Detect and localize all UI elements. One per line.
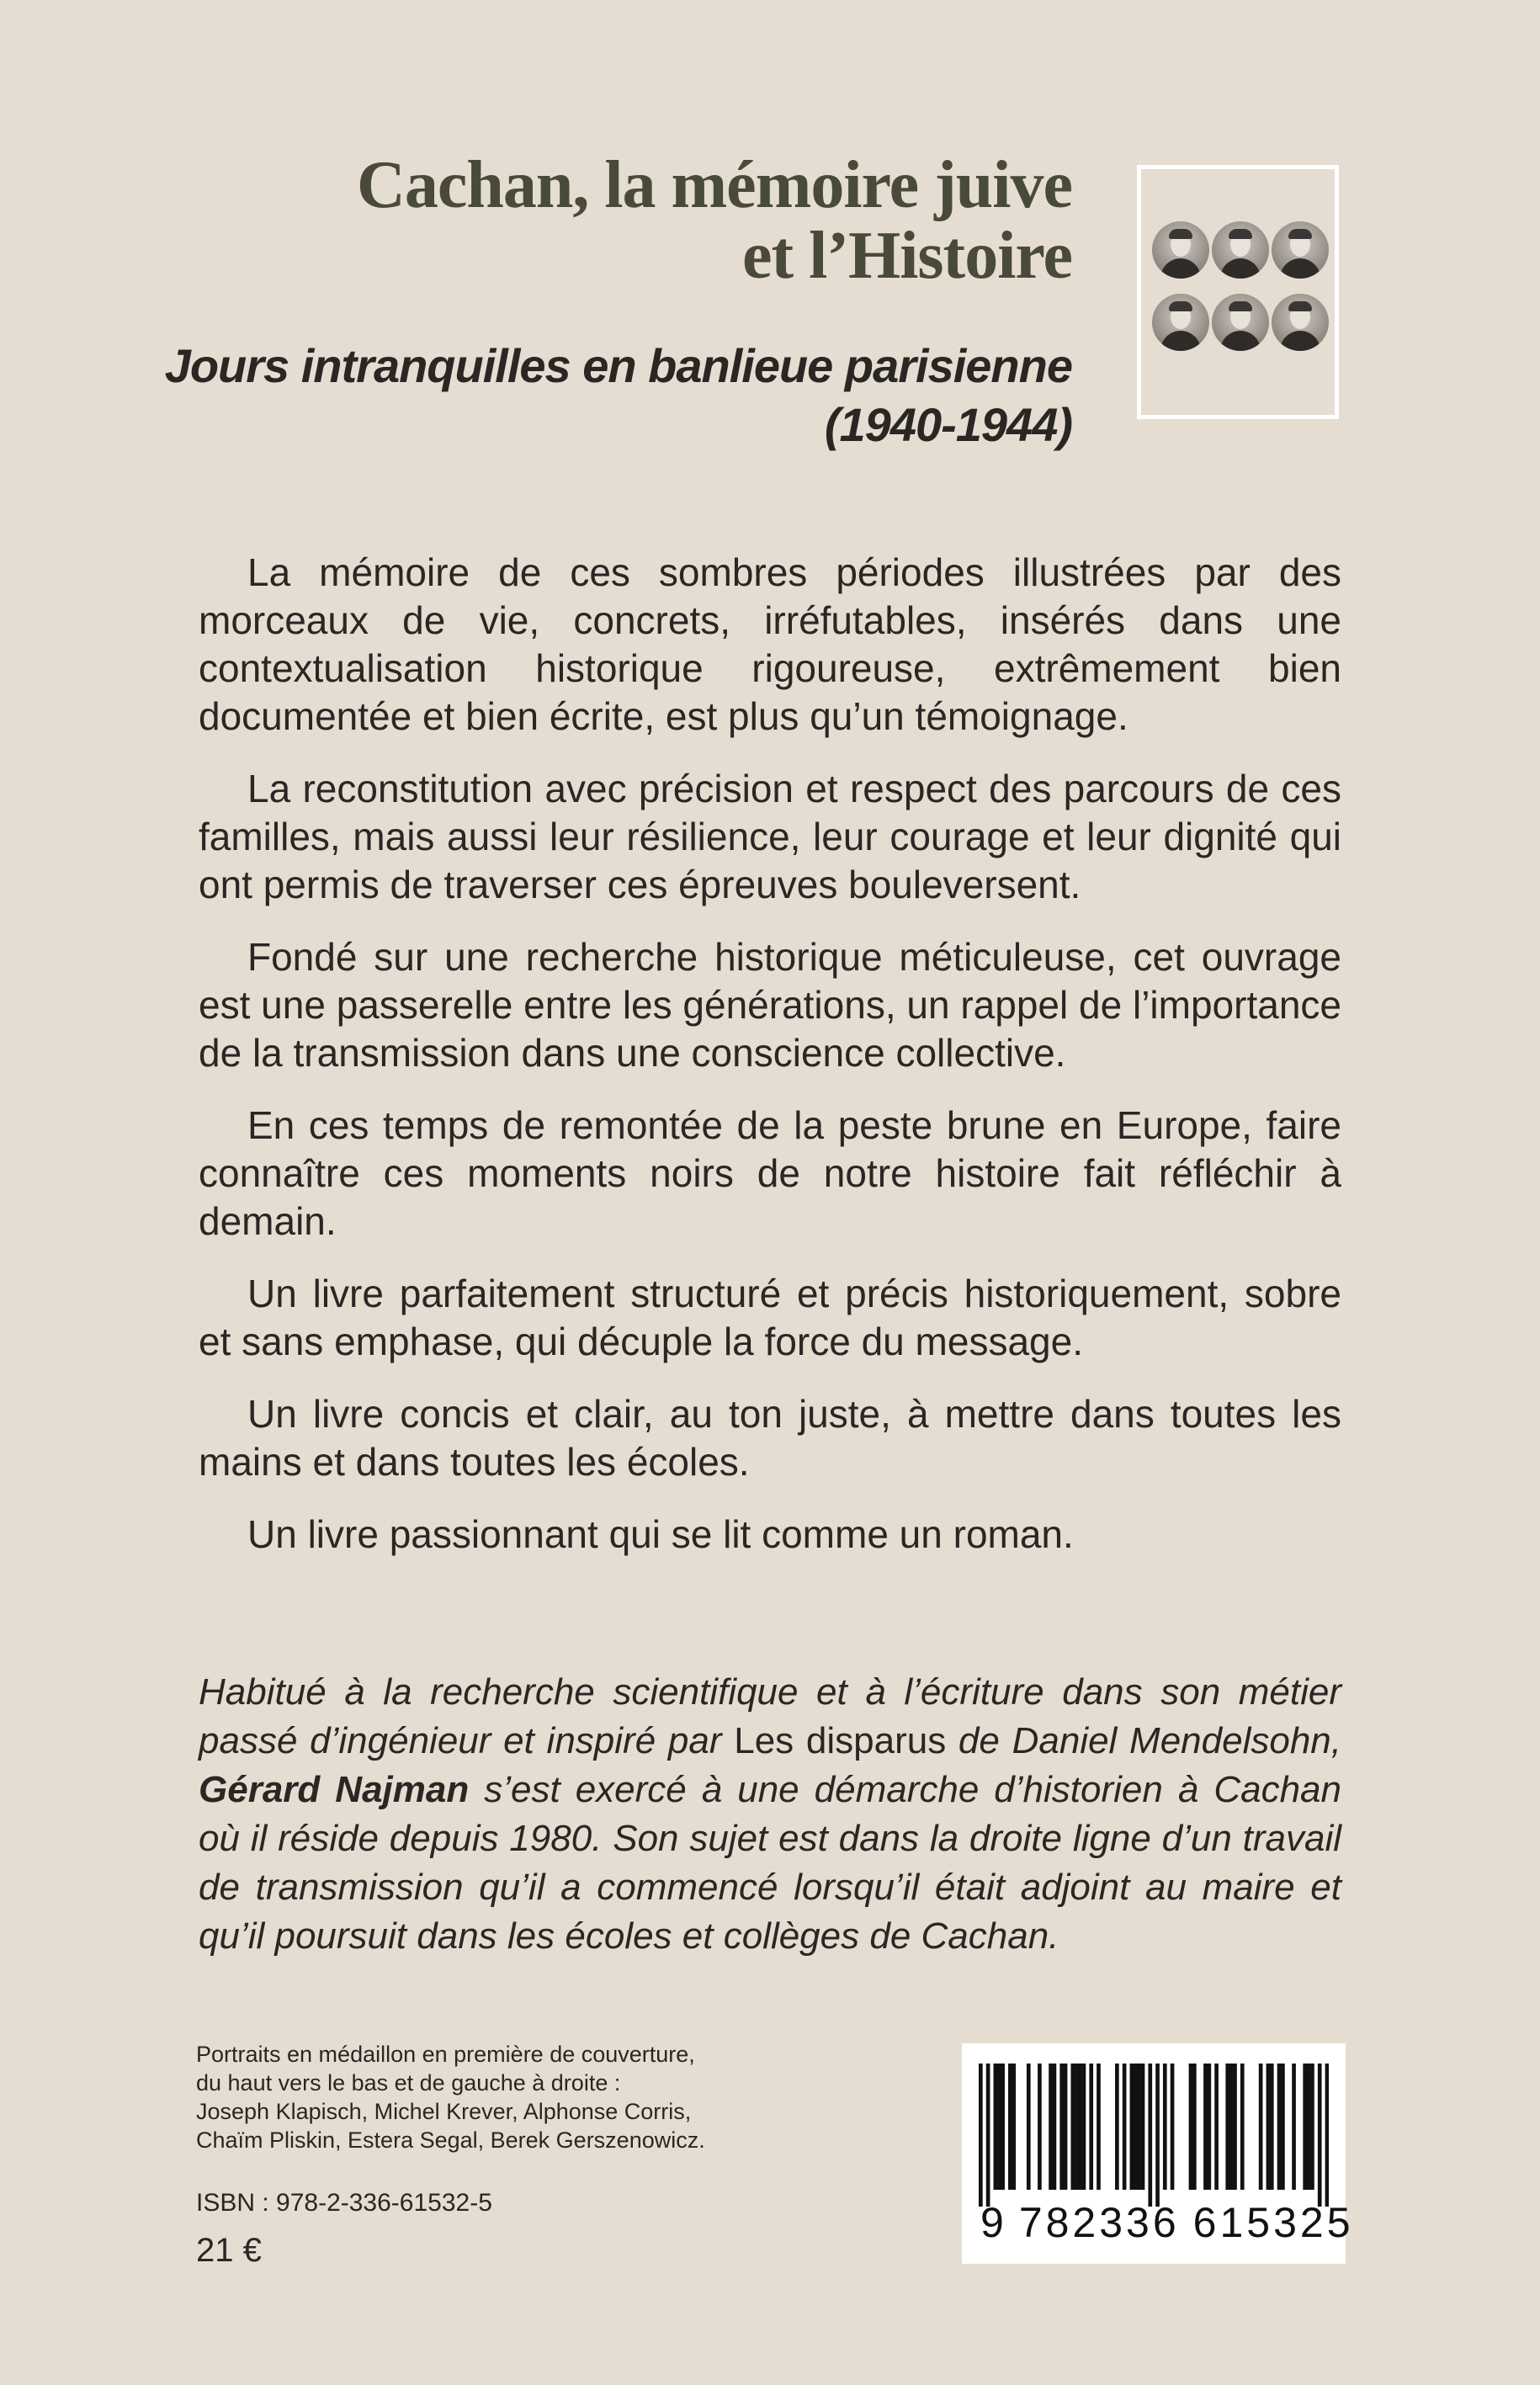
barcode-bar	[1070, 2064, 1075, 2190]
photo-credits	[196, 2040, 785, 2154]
cited-book-title: Les disparus	[734, 1720, 947, 1761]
title-line-2: et l’Histoire	[741, 219, 1072, 293]
barcode-bars	[979, 2064, 1329, 2207]
barcode-bar	[1307, 2064, 1311, 2190]
barcode-bar	[1233, 2064, 1237, 2190]
barcode-bar	[1325, 2064, 1329, 2207]
isbn-label: ISBN : 978-2-336-61532-5	[196, 2189, 492, 2217]
barcode-bar	[997, 2064, 1001, 2190]
barcode-bar	[1137, 2064, 1141, 2190]
barcode-bar	[1082, 2064, 1086, 2190]
barcode-digits	[980, 2199, 1354, 2246]
author-bio	[199, 1668, 1341, 1961]
barcode-bar	[1240, 2064, 1245, 2190]
barcode-bar	[1089, 2064, 1093, 2190]
price-label: 21 €	[196, 2232, 262, 2269]
barcode-bar	[1097, 2064, 1101, 2190]
barcode-bar	[1189, 2064, 1193, 2190]
barcode-bar	[1207, 2064, 1211, 2190]
subtitle-line-1: Jours intranquilles en banlieue parisienne	[164, 339, 1072, 392]
credits-line: Chaïm Pliskin, Estera Segal, Berek Gerszenowicz.	[196, 2127, 705, 2153]
credits-line: Joseph Klapisch, Michel Krever, Alphonse Corris,	[196, 2099, 692, 2124]
review-paragraph: La reconstitution avec précision et respect des parcours de ces familles, mais aussi leur résilience, leur courage et leur dignité qui ont permis de traverser ces épreuves bouleversent.	[199, 767, 1341, 906]
author-bio-text: Habitué à la recherche scientifique et à l’écriture dans son métier passé d’ingénieur et inspiré par	[199, 1671, 1341, 1761]
author-name: Gérard Najman	[199, 1769, 470, 1810]
barcode-bar	[1214, 2064, 1219, 2190]
review-paragraph: Un livre concis et clair, au ton juste, à mettre dans toutes les mains et dans toutes les écoles.	[199, 1392, 1341, 1484]
barcode-bar	[1053, 2064, 1057, 2190]
portrait-medallion	[1272, 221, 1329, 279]
review-paragraph: Fondé sur une recherche historique méticuleuse, cet ouvrage est une passerelle entre les générations, un rappel de l’importance de la transmission dans une conscience collective.	[199, 935, 1341, 1075]
barcode-bar	[1134, 2064, 1138, 2190]
barcode-bar	[1267, 2064, 1271, 2190]
barcode-bar	[1163, 2064, 1167, 2190]
barcode-bar	[1318, 2064, 1322, 2207]
barcode-bar	[1049, 2064, 1053, 2190]
credits-line: Portraits en médaillon en première de couverture,	[196, 2042, 695, 2067]
barcode-bar	[1229, 2064, 1234, 2190]
barcode-bar	[1148, 2064, 1152, 2207]
barcode-bar	[1130, 2064, 1134, 2190]
barcode-bar	[1225, 2064, 1229, 2190]
barcode-bar	[1075, 2064, 1079, 2190]
barcode-bar	[1171, 2064, 1175, 2190]
barcode-right-group: 615325	[1192, 2199, 1354, 2246]
portrait-medallion	[1272, 294, 1329, 351]
barcode-bar	[1270, 2064, 1274, 2190]
barcode	[962, 2043, 1354, 2264]
review-paragraph: La mémoire de ces sombres périodes illustrées par des morceaux de vie, concrets, irréfutables, insérés dans une contextualisation historique rigoureuse, extrêmement bien documentée et bien écrite, est plus qu’un témoignage.	[199, 550, 1341, 738]
barcode-bar	[994, 2064, 998, 2190]
author-bio-text: de Daniel Mendelsohn,	[946, 1720, 1341, 1761]
barcode-bar	[1115, 2064, 1119, 2190]
portrait-medallion	[1152, 221, 1209, 279]
barcode-bar	[1303, 2064, 1307, 2190]
portrait-medallion	[1152, 294, 1209, 351]
subtitle-line-2: (1940-1944)	[824, 398, 1072, 451]
author-bio-text: s’est exercé à une démarche d’historien à Cachan où il réside depuis 1980. Son sujet est dans la droite ligne d’un travail de transmission qu’il a commencé lorsqu’il était adjoint au maire et qu’il poursuit dans les écoles et collèges de Cachan.	[199, 1769, 1341, 1957]
barcode-bar	[1192, 2064, 1197, 2190]
barcode-bar	[979, 2064, 983, 2207]
barcode-bar	[1141, 2064, 1145, 2190]
barcode-bar	[1008, 2064, 1012, 2190]
review-text	[199, 549, 1341, 1583]
barcode-bar	[1078, 2064, 1082, 2190]
barcode-bar	[1203, 2064, 1208, 2190]
barcode-bar	[1292, 2064, 1296, 2190]
review-paragraph: Un livre parfaitement structuré et précis historiquement, sobre et sans emphase, qui décuple la force du message.	[199, 1272, 1341, 1363]
barcode-bar	[1027, 2064, 1031, 2190]
barcode-bar	[1059, 2064, 1064, 2190]
barcode-bar	[1281, 2064, 1285, 2190]
barcode-bar	[1259, 2064, 1263, 2190]
book-subtitle	[165, 337, 1072, 454]
barcode-bar	[1123, 2064, 1127, 2190]
portrait-medallion	[1212, 294, 1269, 351]
portrait-medallion	[1212, 221, 1269, 279]
barcode-bar	[1038, 2064, 1042, 2190]
barcode-bar	[1277, 2064, 1282, 2190]
barcode-bar	[1064, 2064, 1068, 2190]
credits-line: du haut vers le bas et de gauche à droite :	[196, 2070, 621, 2096]
book-title	[357, 150, 1072, 291]
review-paragraph: Un livre passionnant qui se lit comme un roman.	[247, 1512, 1074, 1556]
barcode-first-digit: 9	[980, 2199, 1007, 2246]
barcode-bar	[1012, 2064, 1016, 2190]
barcode-left-group: 782336	[1018, 2199, 1180, 2246]
review-paragraph: En ces temps de remontée de la peste brune en Europe, faire connaître ces moments noirs de notre histoire fait réfléchir à demain.	[199, 1103, 1341, 1243]
barcode-bar	[1310, 2064, 1314, 2190]
barcode-bar	[986, 2064, 990, 2207]
barcode-bar	[1001, 2064, 1005, 2190]
barcode-bar	[1155, 2064, 1160, 2207]
title-line-1: Cachan, la mémoire juive	[357, 148, 1072, 222]
portrait-medallions	[1137, 165, 1339, 419]
